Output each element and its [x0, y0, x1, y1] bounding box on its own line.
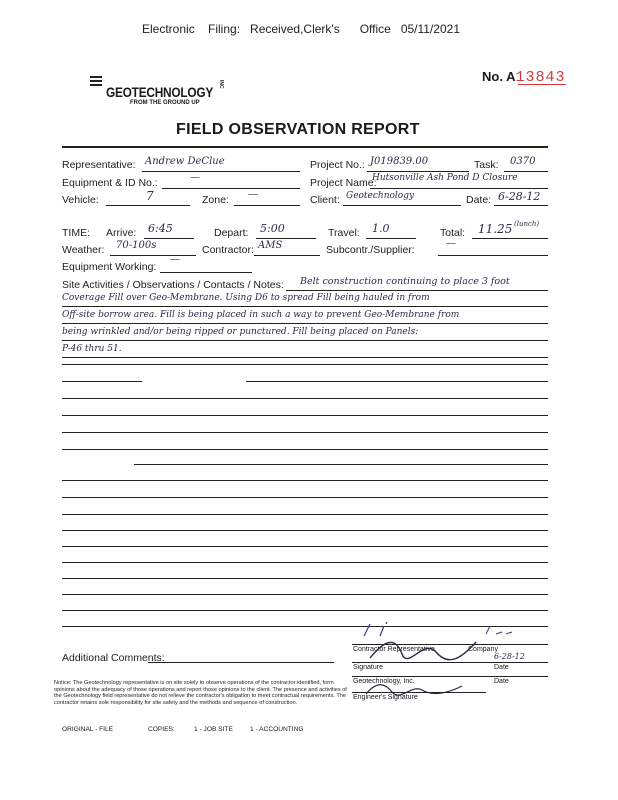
weather-line	[110, 255, 196, 256]
weather-value: 70-100s	[116, 240, 157, 251]
footer-job-site: 1 - JOB SITE	[194, 726, 233, 733]
equipment-working-line	[160, 272, 252, 273]
subcontr-value: —	[446, 238, 456, 249]
ruled-line	[62, 449, 548, 450]
representative-label: Representative:	[62, 159, 136, 171]
representative-value: Andrew DeClue	[145, 156, 225, 167]
company-label: Company	[468, 646, 498, 653]
project-no-label: Project No.:	[310, 159, 365, 171]
travel-line	[366, 238, 416, 239]
vehicle-value: 7	[146, 189, 154, 203]
ruled-line	[246, 381, 548, 382]
notes-line-3: Off-site borrow area. Fill is being placed in such a way to prevent Geo-Membrane from	[62, 310, 460, 320]
vehicle-line	[106, 205, 190, 206]
geotech-line	[352, 676, 548, 677]
ruled-line	[62, 610, 548, 611]
time-label: TIME:	[62, 227, 90, 239]
task-value: 0370	[510, 156, 536, 167]
logo-tagline: FROM THE GROUND UP	[130, 100, 200, 106]
ruled-line	[62, 340, 548, 341]
ruled-line	[134, 464, 548, 465]
notes-line-1: Belt construction continuing to place 3 foot	[300, 276, 510, 287]
ruled-line	[62, 480, 548, 481]
filing-stamp: Electronic Filing: Received,Clerk's Office 05/11/2021	[142, 22, 460, 36]
task-label: Task:	[474, 159, 499, 171]
zone-label: Zone:	[202, 194, 229, 206]
signature-label: Signature	[353, 664, 383, 671]
arrive-label: Arrive:	[106, 227, 137, 239]
project-name-label: Project Name:	[310, 177, 377, 189]
engineer-line	[352, 692, 486, 693]
project-name-line	[370, 188, 548, 189]
notes-line-2: Coverage Fill over Geo-Membrane. Using D6 to spread Fill being hauled in from	[62, 293, 430, 303]
arrive-value: 6:45	[148, 222, 173, 235]
equipment-label: Equipment & ID No.:	[62, 177, 158, 189]
footer-copies: COPIES:	[148, 726, 175, 733]
ruled-line	[62, 306, 548, 307]
report-number-underline	[518, 84, 566, 85]
report-number-label: No. A	[482, 69, 516, 84]
logo-mark-icon	[90, 76, 104, 88]
representative-line	[142, 171, 300, 172]
signature-line	[352, 662, 548, 663]
equipment-value: —	[190, 172, 200, 183]
ruled-line	[62, 578, 548, 579]
date-label: Date:	[466, 194, 492, 206]
equipment-line	[162, 188, 300, 189]
travel-value: 1.0	[372, 222, 390, 235]
contractor-rep-label: Contractor Representative	[353, 646, 435, 653]
total-label: Total:	[440, 227, 466, 239]
ruled-line	[62, 357, 548, 358]
ruled-line	[62, 514, 548, 515]
signature-date-value: 6-28-12	[494, 652, 525, 661]
contractor-line	[254, 255, 320, 256]
client-label: Client:	[310, 194, 340, 206]
project-no-value: J019839.00	[370, 156, 429, 167]
ruled-line	[62, 364, 548, 365]
date-line	[494, 205, 548, 206]
total-note: (lunch)	[514, 220, 540, 228]
contractor-label: Contractor:	[202, 244, 254, 256]
geotech-label: Geotechnology, Inc.	[353, 678, 415, 685]
depart-value: 5:00	[260, 222, 285, 235]
zone-value: —	[248, 189, 258, 200]
additional-comments-line	[148, 662, 334, 663]
ruled-line	[62, 381, 142, 382]
zone-line	[234, 205, 300, 206]
report-number-value: 13843	[515, 69, 566, 86]
page-title: FIELD OBSERVATION REPORT	[176, 121, 420, 138]
ruled-line	[62, 415, 548, 416]
title-divider	[62, 146, 548, 148]
depart-line	[256, 238, 316, 239]
subcontr-line	[438, 255, 548, 256]
equipment-working-value: —	[170, 254, 180, 265]
ruled-line	[62, 594, 548, 595]
vehicle-label: Vehicle:	[62, 194, 99, 206]
task-line	[504, 171, 548, 172]
travel-label: Travel:	[328, 227, 360, 239]
footer-accounting: 1 - ACCOUNTING	[250, 726, 304, 733]
client-line	[343, 205, 461, 206]
client-value: Geotechnology	[346, 191, 415, 201]
ruled-line	[62, 530, 548, 531]
total-line	[472, 238, 548, 239]
ruled-line	[62, 562, 548, 563]
total-value: 11.25	[478, 222, 513, 236]
geotech-date-label: Date	[494, 678, 509, 685]
weather-label: Weather:	[62, 244, 105, 256]
date-value: 6-28-12	[498, 190, 541, 203]
contractor-signature-icon	[366, 634, 486, 664]
notes-label: Site Activities / Observations / Contacts / Notes:	[62, 279, 284, 291]
project-name-value: Hutsonville Ash Pond D Closure	[372, 173, 518, 183]
subcontr-label: Subcontr./Supplier:	[326, 244, 415, 256]
signature-date-label: Date	[494, 664, 509, 671]
notice-text: Notice: The Geotechnology representative is on site solely to observe operations of the contractor identified, form opinions about the adequacy of those operations and report those opinions to the client. The presence and activities of the Geotechnology field representative do not relieve the contractor's obligation to meet contractual requirements. The contractor retains sole responsibility for site safety and the methods and sequence of construction.	[54, 680, 347, 706]
engineer-label: Engineer's Signature	[353, 694, 418, 701]
arrive-line	[144, 238, 194, 239]
contractor-value: AMS	[258, 240, 283, 251]
ruled-line	[62, 398, 548, 399]
ruled-line	[62, 546, 548, 547]
footer-original: ORIGINAL - FILE	[62, 726, 114, 733]
logo-name: GEOTECHNOLOGY	[106, 84, 214, 100]
logo-suffix: INC	[218, 80, 224, 89]
project-no-line	[367, 171, 469, 172]
notes-rule	[286, 290, 548, 291]
ruled-line	[62, 323, 548, 324]
ruled-line	[62, 432, 548, 433]
additional-comments-label: Additional Comments:	[62, 652, 165, 664]
notes-line-5: P-46 thru 51.	[62, 344, 122, 354]
ruled-line	[62, 497, 548, 498]
notes-line-4: being wrinkled and/or being ripped or punctured. Fill being placed on Panels:	[62, 327, 419, 337]
depart-label: Depart:	[214, 227, 249, 239]
equipment-working-label: Equipment Working:	[62, 261, 157, 273]
